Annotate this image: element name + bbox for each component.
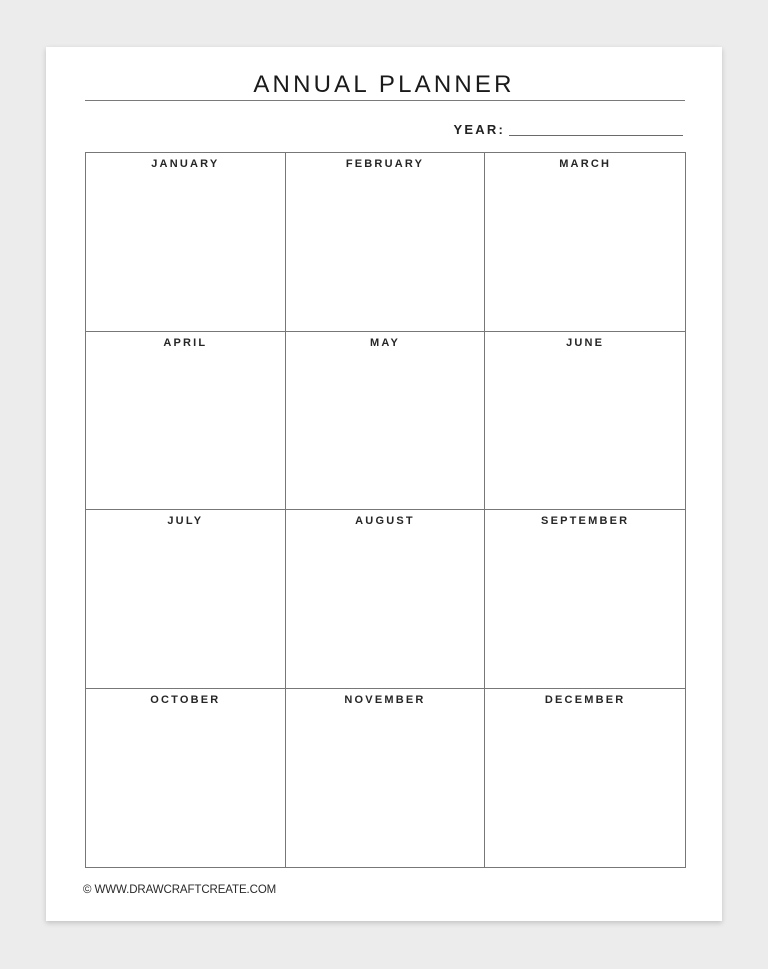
month-label: NOVEMBER	[344, 693, 426, 706]
month-cell-november[interactable]	[286, 689, 486, 868]
month-cell-may[interactable]	[286, 332, 486, 511]
month-cell-september[interactable]	[485, 510, 685, 689]
month-cell-march[interactable]	[485, 153, 685, 332]
year-field	[454, 122, 683, 138]
month-cell-august[interactable]	[286, 510, 486, 689]
month-label: JUNE	[566, 336, 605, 349]
year-input-line[interactable]	[509, 135, 683, 136]
month-cell-june[interactable]	[485, 332, 685, 511]
month-label: MARCH	[559, 158, 612, 170]
month-cell-october[interactable]	[86, 689, 286, 868]
month-label: JULY	[167, 515, 204, 527]
month-label: JANUARY	[151, 158, 220, 170]
page-title: ANNUAL PLANNER	[253, 71, 515, 98]
month-label: FEBRUARY	[345, 158, 425, 170]
month-label: APRIL	[163, 336, 208, 349]
planner-page	[46, 47, 722, 921]
year-label: YEAR:	[453, 122, 505, 137]
month-cell-april[interactable]	[86, 332, 286, 511]
month-cell-february[interactable]	[286, 153, 486, 332]
months-grid	[85, 152, 686, 868]
month-cell-december[interactable]	[485, 689, 685, 868]
month-label: OCTOBER	[150, 693, 221, 706]
month-label: DECEMBER	[544, 693, 626, 706]
copyright-footer: © WWW.DRAWCRAFTCREATE.COM	[83, 884, 277, 896]
month-label: SEPTEMBER	[541, 515, 630, 527]
title-divider	[85, 100, 685, 101]
month-label: AUGUST	[355, 515, 415, 527]
month-cell-january[interactable]	[86, 153, 286, 332]
month-cell-july[interactable]	[86, 510, 286, 689]
month-label: MAY	[369, 336, 401, 349]
